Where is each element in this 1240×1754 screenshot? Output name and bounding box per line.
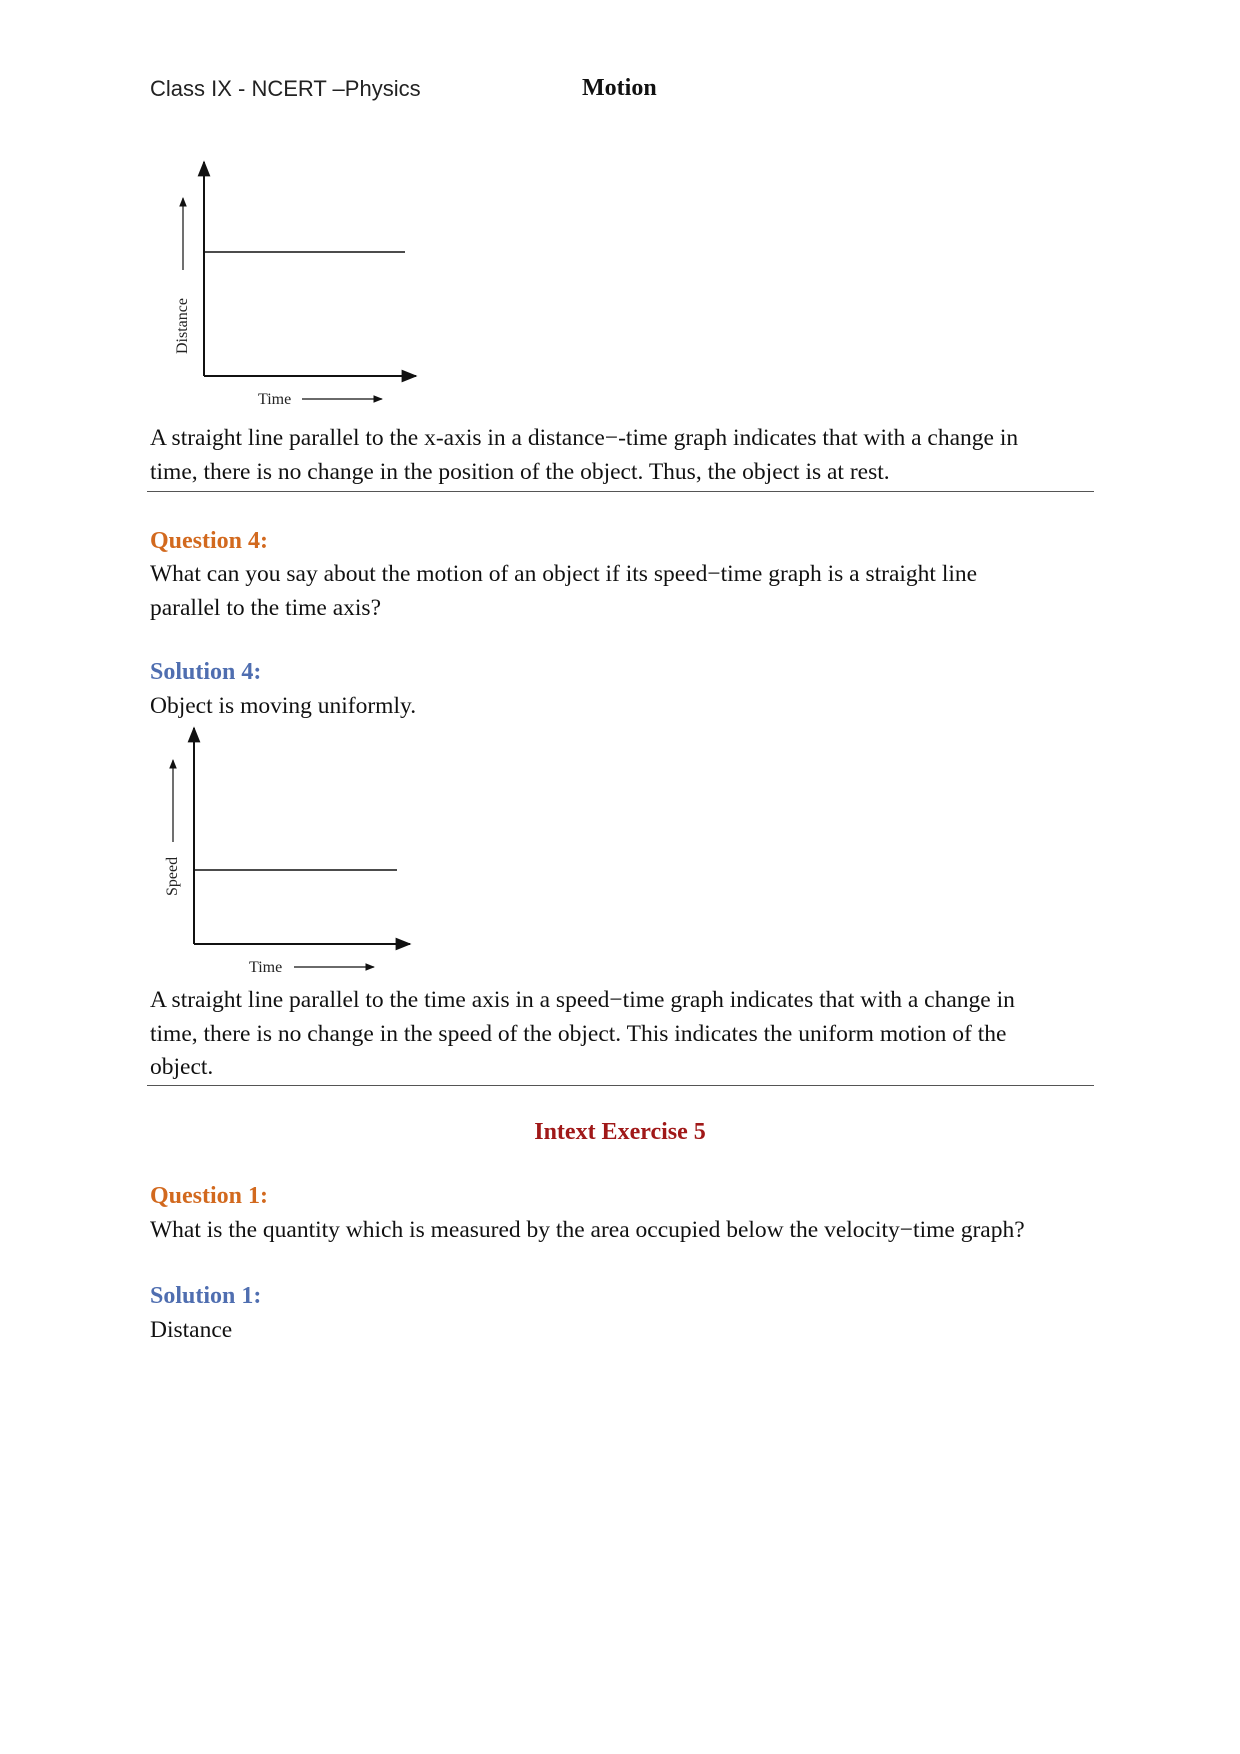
solution-4-heading: Solution 4: — [150, 659, 262, 685]
solution-4-text: Object is moving uniformly. — [150, 693, 417, 719]
question-1-text: What is the quantity which is measured by the area occupied below the velocity−time graph? — [150, 1217, 1025, 1243]
speed-time-graph — [152, 720, 432, 980]
question-4-heading: Question 4: — [150, 528, 269, 554]
paragraph-distance-graph: A straight line parallel to the x-axis in a distance−-time graph indicates that with a change in time, there is no change in the position of the object. Thus, the object is at rest. — [150, 425, 1019, 485]
divider — [147, 491, 1094, 492]
paragraph-speed-graph: A straight line parallel to the time axis in a speed−time graph indicates that with a change in time, there is no change in the speed of the object. This indicates the uniform motion of the object. — [150, 987, 1015, 1080]
header-subject: Class IX - NCERT –Physics — [150, 76, 421, 101]
solution-1-text: Distance — [150, 1317, 233, 1343]
solution-1-heading: Solution 1: — [150, 1283, 262, 1309]
question-4-text: What can you say about the motion of an object if its speed−time graph is a straight line parallel to the time axis? — [150, 561, 978, 621]
distance-time-graph — [160, 150, 440, 415]
divider — [147, 1085, 1094, 1086]
y-axis-label: Speed — [164, 856, 181, 896]
exercise-heading: Intext Exercise 5 — [534, 1119, 706, 1145]
x-axis-label: Time — [258, 391, 292, 408]
header-chapter-title: Motion — [582, 75, 657, 101]
question-1-heading: Question 1: — [150, 1183, 269, 1209]
x-axis-label: Time — [249, 959, 283, 976]
y-axis-label: Distance — [174, 298, 191, 354]
